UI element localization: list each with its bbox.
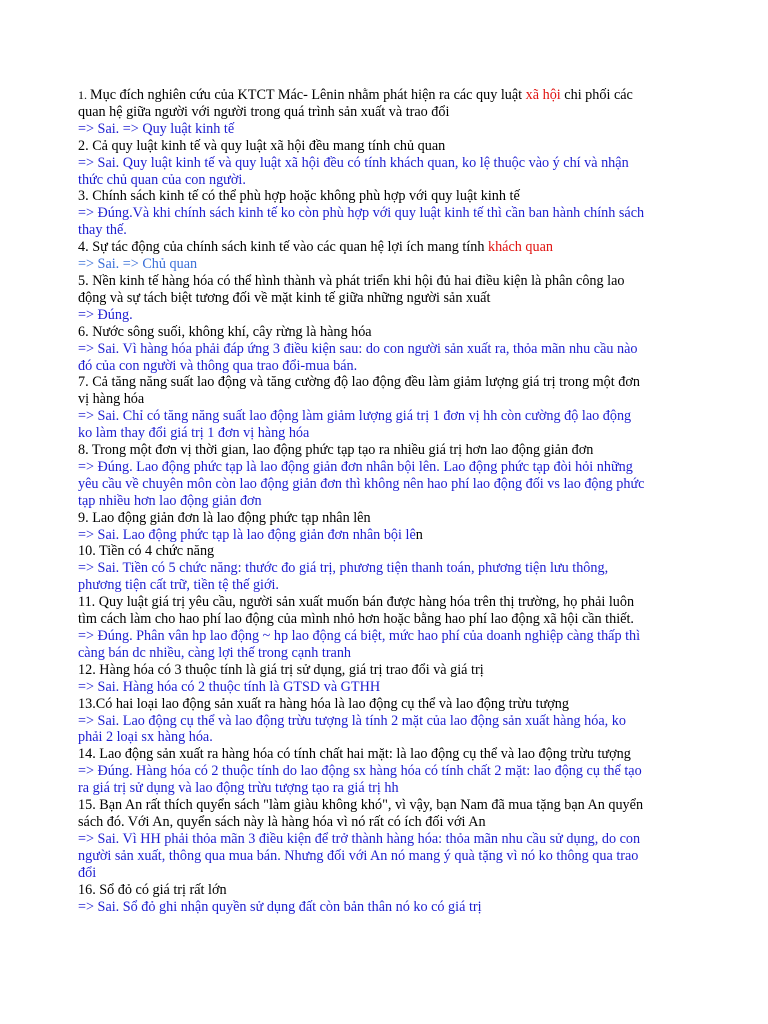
question-10: 10. Tiền có 4 chức năng (78, 543, 215, 560)
question-text: Mục đích nghiên cứu của KTCT Mác- Lênin nhằm phát hiện ra các quy luật (90, 87, 526, 103)
answer-15-cont: người sản xuất, thông qua mua bán. Nhưng đối với An nó mang ý quà tặng vì nó ko thông qua trao (78, 847, 639, 864)
question-12: 12. Hàng hóa có 3 thuộc tính là giá trị sử dụng, giá trị trao đổi và giá trị (78, 661, 484, 678)
answer-text: => Sai. Lao động phức tạp là lao động giản đơn nhân bội lê (78, 526, 416, 543)
question-2: 2. Cả quy luật kinh tế và quy luật xã hội đều mang tính chủ quan (78, 137, 446, 154)
question-11-cont: tìm cách làm cho hao phí lao động của mình nhỏ hơn hoặc bằng hao phí lao động xã hội cần thiết. (78, 611, 634, 628)
document-body (78, 87, 698, 915)
answer-4: => Sai. => Chủ quan (78, 256, 198, 273)
question-5: 5. Nền kinh tế hàng hóa có thể hình thành và phát triển khi hội đủ hai điều kiện là phân công lao (78, 272, 625, 289)
question-4 (78, 239, 698, 256)
answer-13-cont: phải 2 loại sx hàng hóa. (78, 729, 213, 746)
answer-12: => Sai. Hàng hóa có 2 thuộc tính là GTSD và GTHH (78, 678, 381, 695)
answer-6: => Sai. Vì hàng hóa phải đáp ứng 3 điều kiện sau: do con người sản xuất ra, thỏa mãn nhu cầu nào (78, 340, 638, 357)
question-15-cont: sách đó. Với An, quyển sách này là hàng hóa vì nó rất có ích đối với An (78, 813, 486, 830)
answer-8: => Đúng. Lao động phức tạp là lao động giản đơn nhân bội lên. Lao động phức tạp đòi hỏi những (78, 458, 633, 475)
answer-text-tail: n (415, 526, 423, 543)
question-13: 13.Có hai loại lao động sản xuất ra hàng hóa là lao động cụ thể và lao động trừu tượng (78, 695, 569, 712)
question-1 (78, 87, 698, 104)
answer-8-cont-2: tạp nhiều hơn lao động giản đơn (78, 492, 262, 509)
answer-14-cont: ra giá trị sử dụng và lao động trừu tượng tạo ra giá trị hh (78, 780, 399, 797)
answer-1: => Sai. => Quy luật kinh tế (78, 120, 235, 137)
answer-3-cont: thay thế. (78, 222, 127, 239)
question-16: 16. Sổ đỏ có giá trị rất lớn (78, 881, 227, 898)
answer-16: => Sai. Sổ đỏ ghi nhận quyền sử dụng đất còn bản thân nó ko có giá trị (78, 898, 482, 915)
answer-11-cont: càng bán dc nhiều, càng lợi thế trong cạnh tranh (78, 644, 352, 661)
answer-2: => Sai. Quy luật kinh tế và quy luật xã hội đều có tính khách quan, ko lệ thuộc vào ý chí và nhận (78, 154, 629, 171)
question-3: 3. Chính sách kinh tế có thể phù hợp hoặc không phù hợp với quy luật kinh tế (78, 188, 520, 205)
question-11: 11. Quy luật giá trị yêu cầu, người sản xuất muốn bán được hàng hóa trên thị trường, họ phải luôn (78, 594, 635, 611)
question-7-cont: vị hàng hóa (78, 391, 145, 408)
question-7: 7. Cả tăng năng suất lao động và tăng cường độ lao động đều làm giảm lượng giá trị trong một đơn (78, 374, 640, 391)
question-text: 4. Sự tác động của chính sách kinh tế vào các quan hệ lợi ích mang tính (78, 239, 488, 256)
answer-14: => Đúng. Hàng hóa có 2 thuộc tính do lao động sx hàng hóa có tính chất 2 mặt: lao động cụ thể tạo (78, 763, 642, 780)
answer-7-cont: ko làm thay đổi giá trị 1 đơn vị hàng hóa (78, 425, 310, 442)
answer-11: => Đúng. Phân vân hp lao động ~ hp lao động cá biệt, mức hao phí của doanh nghiệp càng thấp thì (78, 628, 641, 644)
question-15: 15. Bạn An rất thích quyển sách "làm giàu không khó", vì vậy, bạn Nam đã mua tặng bạn An quyển (78, 797, 644, 814)
answer-13: => Sai. Lao động cụ thể và lao động trừu tượng là tính 2 mặt của lao động sản xuất hàng hóa, ko (78, 712, 626, 729)
answer-6-cont: đó của con người và thông qua trao đổi-mua bán. (78, 357, 358, 374)
question-number: 1. (78, 88, 90, 102)
question-9: 9. Lao động giản đơn là lao động phức tạp nhân lên (78, 509, 371, 526)
answer-10: => Sai. Tiền có 5 chức năng: thước đo giá trị, phương tiện thanh toán, phương tiện lưu thông, (78, 560, 609, 577)
question-14: 14. Lao động sản xuất ra hàng hóa có tính chất hai mặt: là lao động cụ thể và lao động trừu tượng (78, 746, 631, 763)
question-5-cont: động và sự tách biệt tương đối về mặt kinh tế giữa những người sản xuất (78, 289, 491, 306)
answer-8-cont: yêu cầu về chuyên môn còn lao động giản đơn thì không nên hao phí lao động đối vs lao động phức (78, 475, 645, 492)
highlighted-term: xã hội (525, 87, 561, 103)
answer-9 (78, 527, 698, 544)
answer-5: => Đúng. (78, 306, 133, 323)
question-6: 6. Nước sông suối, không khí, cây rừng là hàng hóa (78, 323, 372, 340)
answer-15: => Sai. Vì HH phải thỏa mãn 3 điều kiện để trở thành hàng hóa: thỏa mãn nhu cầu sử dụng, do con (78, 830, 641, 847)
question-8: 8. Trong một đơn vị thời gian, lao động phức tạp tạo ra nhiều giá trị hơn lao động giản đơn (78, 442, 594, 459)
answer-2-cont: thức chủ quan của con người. (78, 171, 246, 188)
highlighted-term: khách quan (487, 239, 553, 256)
question-text: chi phối các (560, 87, 633, 103)
answer-10-cont: phương tiện cất trữ, tiền tệ thế giới. (78, 577, 279, 594)
answer-3: => Đúng.Và khi chính sách kinh tế ko còn phù hợp với quy luật kinh tế thì cần ban hành chính sách (78, 205, 645, 222)
answer-15-cont-2: đổi (78, 864, 97, 881)
answer-7: => Sai. Chỉ có tăng năng suất lao động làm giảm lượng giá trị 1 đơn vị hh còn cường độ lao động (78, 408, 632, 425)
question-1-cont: quan hệ giữa người với người trong quá trình sản xuất và trao đổi (78, 103, 450, 120)
